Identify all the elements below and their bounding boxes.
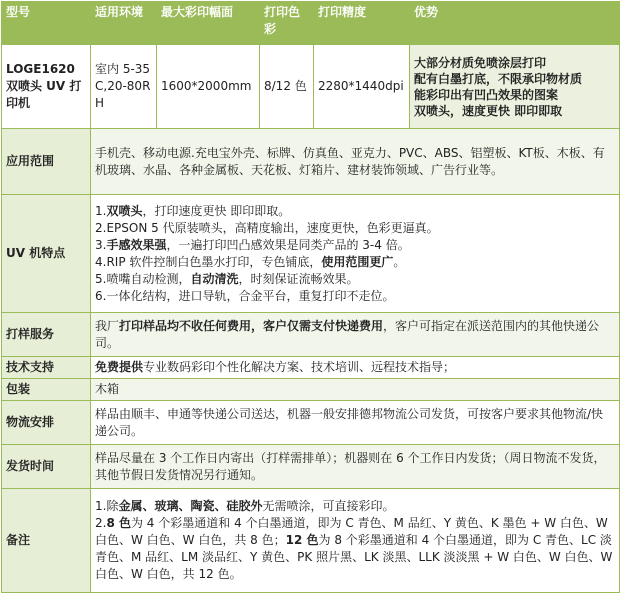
logistics-text: 样品由顺丰、申通等快递公司送达，机器一般安排德邦物流公司发货，可按客户要求其他物流/快递公司。 — [91, 401, 620, 445]
scope-label: 应用范围 — [2, 129, 91, 195]
uv-feature-item: 3.手感效果强，一遍打印凹凸感效果是同类产品的 3-4 倍。 — [95, 237, 410, 252]
uv-label: UV 机特点 — [2, 195, 91, 313]
package-label: 包装 — [2, 379, 91, 401]
header-color: 打印色彩 — [260, 2, 314, 45]
support-row — [2, 357, 620, 379]
header-model: 型号 — [2, 2, 91, 45]
delivery-label: 发货时间 — [2, 445, 91, 489]
uv-feature-item: 4.RIP 软件控制白色墨水打印，专色铺底，使用范围更广。 — [95, 254, 406, 269]
header-advantage: 优势 — [410, 2, 620, 45]
sample-row — [2, 313, 620, 357]
support-label: 技术支持 — [2, 357, 91, 379]
package-text: 木箱 — [91, 379, 620, 401]
uv-feature-item: 6.一体化结构，进口导轨，合金平台，重复打印不走位。 — [95, 288, 395, 303]
header-env: 适用环境 — [91, 2, 157, 45]
sample-text: 我厂打印样品均不收任何费用，客户仅需支付快递费用，客户可指定在派送范围内的其他快递公司。 — [91, 313, 620, 357]
header-row — [2, 2, 620, 45]
uv-row — [2, 195, 620, 313]
spec-model: LOGE1620 双喷头 UV 打印机 — [2, 45, 91, 129]
notes-text — [91, 489, 620, 593]
header-maxarea: 最大彩印幅面 — [157, 2, 260, 45]
header-precision: 打印精度 — [314, 2, 410, 45]
spec-precision: 2280*1440dpi — [314, 45, 410, 129]
delivery-row — [2, 445, 620, 489]
logistics-label: 物流安排 — [2, 401, 91, 445]
note-item: 1.除金属、玻璃、陶瓷、硅胶外无需喷涂，可直接彩印。 — [95, 499, 395, 513]
advantage-item: 配有白墨打底，不限承印物材质 — [414, 71, 583, 86]
package-row — [2, 379, 620, 401]
logistics-row — [2, 401, 620, 445]
note-item: 2.8 色为 4 个彩墨通道和 4 个白墨通道，即为 C 青色、M 品红、Y 黄色、K 墨色 + W 白色、W 白色、W 白色、W 白色，共 8 色；12 色为 8 个彩墨通道和 4 个白墨通道，即为 C 青色、LC 淡青色、M 品红、LM 淡品红、Y 黄色、PK 照片黑、LK 淡黑、LLK 淡淡黑 + W 白色、W 白色、W 白色、W 白色，共 12 色。 — [95, 516, 613, 581]
advantage-item: 大部分材质免喷涂层打印 — [414, 55, 547, 70]
notes-row — [2, 489, 620, 593]
scope-row — [2, 129, 620, 195]
sample-label: 打样服务 — [2, 313, 91, 357]
product-spec-table — [1, 1, 620, 593]
uv-features — [91, 195, 620, 313]
delivery-text: 样品尽量在 3 个工作日内寄出（打样需排单）；机器则在 6 个工作日内发货；（周日物流不发货，其他节假日发货情况另行通知。 — [91, 445, 620, 489]
spec-advantages — [410, 45, 620, 129]
spec-color: 8/12 色 — [260, 45, 314, 129]
uv-feature-item: 2.EPSON 5 代原装喷头，高精度输出，速度更快，色彩更逼真。 — [95, 220, 439, 235]
spec-env: 室内 5-35C,20-80RH — [91, 45, 157, 129]
uv-feature-item: 1.双喷头，打印速度更快 即印即取。 — [95, 203, 291, 218]
spec-row — [2, 45, 620, 129]
notes-label: 备注 — [2, 489, 91, 593]
spec-maxarea: 1600*2000mm — [157, 45, 260, 129]
advantage-item: 双喷头，速度更快 即印即取 — [414, 103, 563, 118]
support-text: 免费提供专业数码彩印个性化解决方案、技术培训、远程技术指导； — [91, 357, 620, 379]
advantage-item: 能彩印出有凹凸效果的图案 — [414, 87, 559, 102]
uv-feature-item: 5.喷嘴自动检测，自动清洗，时刻保证流畅效果。 — [95, 271, 359, 286]
scope-text: 手机壳、移动电源.充电宝外壳、标牌、仿真鱼、亚克力、PVC、ABS、铝塑板、KT板、木板、有机玻璃、水晶、各种金属板、天花板、灯箱片、建材装饰领域、广告行业等。 — [91, 129, 620, 195]
